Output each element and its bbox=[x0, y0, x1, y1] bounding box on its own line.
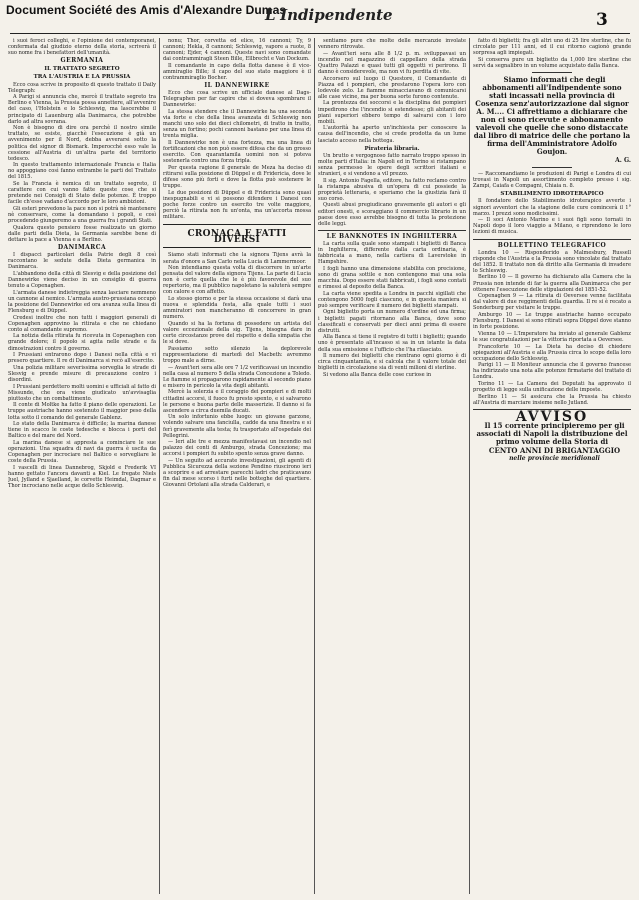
paragraph: Passiamo sotto silenzio la deplorevole rappresentazione di martedì del Macbeth: avremmo troppo male a dirne. bbox=[163, 345, 311, 364]
avviso-text: Il 15 corrente principieremo per gli associati di Napoli la distribuzione del primo volume della Storia di bbox=[476, 421, 628, 447]
paragraph: Accorsero sul luogo il Questore, il Comandante di Piazza ed i pompieri, che prestarono l'opera loro con lodevole zelo. Le fiamme minacciavano di comunicarsi alle case vicine, ma per buona sorte furono contenute. bbox=[318, 75, 466, 100]
paragraph: Ogni biglietto porta un numero d'ordine ed una firma; i biglietti pagati ritornano alla Banca, dove sono classificati e conservati per dieci anni prima di essere distrutti. bbox=[318, 309, 466, 334]
newspaper-masthead: L'Indipendente bbox=[265, 6, 393, 24]
column-divider bbox=[159, 38, 160, 894]
paragraph: — Raccomandiamo le produzioni di Parigi e Londra di cui trovasi in Napoli un assortimento completo presso i sig. Zampi, Caiafa e Compagni, Chiaia n. 8. bbox=[473, 171, 631, 190]
paragraph: Copenaghen 9 — La ritirata di Oeversee venne facilitata dal valore di due reggimenti della guardia. Il re si è recato a Sonderburg per visitare le truppe. bbox=[473, 293, 631, 312]
page-number: 3 bbox=[596, 10, 608, 30]
paragraph: Lo stesso giorno e per la stessa occasione si darà una nuova e splendida festa, alla quale tutti i suoi ammiratori non mancheranno di concorrere in gran numero. bbox=[163, 296, 311, 321]
paragraph: Vienna 10 — L'Imperatore ha inviato al generale Gablenz le sue congratulazioni per la vittoria riportata a Oeversee. bbox=[473, 330, 631, 343]
paragraph: sentiamo pure che molte delle mercanzie involate vennero ritrovate. bbox=[318, 38, 466, 51]
divider bbox=[532, 167, 572, 168]
paragraph: Parigi 11 — Il Moniteur annuncia che il governo francese ha indirizzato una nota alle potenze firmatarie del trattato di Londra. bbox=[473, 362, 631, 381]
paragraph: Si conserva pure un biglietto da 1,000 lire sterline che servì da segnalibro in un volume acquistato dalla Banca. bbox=[473, 56, 631, 69]
paragraph: — Ieri alle tre e mezza manifestavasi un incendio nel palazzo dei conti di Amburgo, strada Concezione; ma accorsi i pompieri fu subito spento senza grave danno. bbox=[163, 439, 311, 458]
paragraph: — Avant'ieri sera alle ore 7 1/2 verificavasi un incendio nella casa al numero 5 della strada Concezione a Toledo. Le fiamme si propagarono rapidamente al secondo piano e misero in pericolo la vita degli abitanti. bbox=[163, 364, 311, 389]
article-title-pirateria: Pirateria libraria. bbox=[364, 145, 420, 152]
paragraph: Londra 10 — Risponderido a Malmesbury, Russell risponde che l'Austria e la Prussia sono vincolate dal trattato del 1852. Il trattato non dà diritto alla Germania di invadere lo Schleswig. bbox=[473, 249, 631, 274]
section-heading-bollettino: BOLLETTINO TELEGRAFICO bbox=[497, 241, 607, 249]
divider bbox=[473, 239, 631, 240]
paragraph: La prontezza dei soccorsi e la disciplina dei pompieri impedirono che l'incendio si estendesse; gli abitanti dei piani superiori ebbero tempo di salvarsi con i loro mobili. bbox=[318, 100, 466, 125]
section-heading-dannewirke: IL DANNEWIRKE bbox=[204, 82, 270, 90]
avviso-tail: nelle provincie meridionali bbox=[509, 455, 600, 463]
paragraph: A Parigi si annuncia che, mercè il trattato segreto tra Berlino e Vienna, la Prussia possa annettere, all'avvenire del caso, l'Holstein e lo Schleswig, ma lascerebbe il principato di Lauenburg alla Danimarca, che potrebbe darlo ad altra sovrana. bbox=[8, 94, 156, 125]
paragraph: Francoforte 10 — La Dieta ha deciso di chiedere spiegazioni all'Austria e alla Prussia circa lo scopo della loro occupazione dello Schleswig. bbox=[473, 343, 631, 362]
paragraph: Mercè la solerzia e il coraggio dei pompieri e di molti cittadini accorsi, il fuoco fu presto spento, e si salvarono le persone e buona parte delle masserizie. Il danno si fa ascendere a circa duemila ducati. bbox=[163, 389, 311, 414]
paragraph: i suoi feroci colleghi, e l'opinione dei contemporanei, confermata dal giudizio eterno della storia, scriverà il suo nome fra i benefattori dell'umanità. bbox=[8, 38, 156, 57]
column-divider bbox=[469, 38, 470, 894]
paragraph: I fogli hanno una dimensione stabilita con precisione, sono di grana sottile e non contengono mai una sola macchia. Dopo essere stati fabbricati, i fogli sono contati e rimessi al deposito della Banca. bbox=[318, 265, 466, 291]
paragraph: Berlino 10 — Il governo ha dichiarato alla Camera che la Prussia non intende di far la guerra alla Danimarca che per ottenere l'esecuzione delle stipulazioni del 1851-52. bbox=[473, 274, 631, 293]
paragraph: Non intendiamo questa volta di discorrere in un'arte pensata del valore della signora Tijens. La parte di Lucia non è certo quella che le è più favorevole del suo repertorio, ma il pubblico napoletano la saluterà sempre con calore e con affetto. bbox=[163, 265, 311, 296]
paragraph: Credesi inoltre che non tutti i maggiori generali di Copenaghen approvino la ritirata e che ne chiedano conto al comandante supremo. bbox=[8, 314, 156, 333]
notice-signature: A. G. bbox=[615, 156, 631, 164]
paragraph: Gli esteri prevedono la pace non si potrà nè mantenere nè conservare, come la domandano i popoli, e così procedendo giungeremo a una guerra fra i grandi Stati. bbox=[8, 205, 156, 225]
paragraph: Non è bisogno di dire ora perchè il nostro simile trattato, se esiste, giacchè l'esecuzione è già un avvenimento per il Nord, debba avverarsi sotto la politica del signor di Bismark. Imperocchè esso vale la cessione all'Austria di un'altra parte del territorio tedesco. bbox=[8, 125, 156, 162]
paragraph: fatto di biglietti; fra gli altri uno di 25 lire sterline, che fu circolato per 111 anni, ed il cui ritorno cagionò grande sorpresa agli impiegati. bbox=[473, 38, 631, 57]
paragraph: La stessa stendere che il Dannewirke ha una seconda via forte e che della linea avanzata di Schleswig non manchi uno solo dei dieci chilometri, di tratto in tratto, senza un fortino; pochi cannoni bastano per una linea di trenta miglia. bbox=[163, 109, 311, 140]
paragraph: Per questa ragione il generale de Meza ha deciso di ritirarsi sulla posizione di Düppel e di Fridericia, dove le difese sono più forti e dove la flotta può sostenere le truppe. bbox=[163, 164, 311, 190]
paragraph: Amburgo 10 — Le truppe austriache hanno occupato Flensburg. I Danesi si sono ritirati sopra Düppel dove stanno in forte posizione. bbox=[473, 312, 631, 331]
paragraph: — Il soci Antonio Marino e i suoi figli sono tornati in Napoli dopo il loro viaggio a Milano, e riprendono le loro lezioni di musica. bbox=[473, 217, 631, 236]
paragraph: Le due posizioni di Düppel e di Fridericia sono quasi inespugnabili e vi si possono difendere i Danesi con poche forze contro un esercito tre volte maggiore, perciò la ritirata non fu un'onta, ma un'accorta mossa militare. bbox=[163, 189, 311, 221]
section-heading-germania: GERMANIA bbox=[60, 57, 104, 65]
column-2 bbox=[163, 38, 311, 894]
paragraph: La notizia della ritirata fu ricevuta in Copenaghen con grande dolore; il popolo si agita nelle strade e fa dimostrazioni contro il governo. bbox=[8, 333, 156, 352]
section-heading-banknotes: LE BANKNOTES IN INGHILTERRA bbox=[326, 232, 458, 240]
avviso-book-title: CENTO ANNI DI BRIGANTAGGIO bbox=[488, 445, 621, 455]
column-4 bbox=[473, 38, 631, 894]
paragraph: L'armata danese indietreggia senza lasciare nemmeno un cannone al nemico. L'armata austro-prussiana occupò la posizione del Dannewirke ed ora avanza sulla linea di Flensburg e di Düppel. bbox=[8, 289, 156, 314]
paragraph: nonu; Thor, corvetta ed elice, 16 cannoni; Ty, 9 cannoni; Hekla, 8 cannoni; Schleswig, vapore a ruote, 8 cannoni; Ejder, 4 cannoni. Queste navi sono comandate dai contrammiragli Steen Bille, Ellbrecht e Van Dockum. bbox=[163, 38, 311, 63]
paragraph: Ecco che cosa scrive un ufficiale danese al Dags-Telegraphen per far capire che si doveva sgombrare il Dannewirke: bbox=[163, 90, 311, 109]
column-3 bbox=[318, 38, 466, 894]
article-title-stabilimento: STABILIMENTO IDROTERAPICO bbox=[500, 191, 604, 198]
paragraph: La carta sulla quale sono stampati i biglietti di Banca in Inghilterra, differente dalla carta ordinaria, è fabbricata a mano, nella cartiera di Laverstoke in Hampshire. bbox=[318, 240, 466, 266]
paragraph: I dispacci particolari della Patrie degli 8 così raccontano le sedute della Dieta germanica in Danimarca. bbox=[8, 252, 156, 271]
paragraph: I vascelli di linea Dannebrog, Skjold e Frederik VI hanno gettato l'ancora davanti a Kiel. Le fregate Niels Juel, Jylland e Sjaelland, le corvette Heimdal, Dagmar e Thor incrociano nelle acque dello Schleswig. bbox=[8, 464, 156, 490]
source-watermark: Document Société des Amis d'Alexandre Dumas bbox=[6, 3, 287, 17]
paragraph: Il conte di Moltke ha fatto il piano delle operazioni. Le truppe austriache hanno sostenuto il maggior peso della lotta sotto il comando del generale Gablenz. bbox=[8, 402, 156, 421]
divider bbox=[318, 230, 466, 231]
paragraph: La marina danese si appresta a cominciare le sue operazioni. Una squadra di navi da guerra è uscita da Copenaghen per incrociare nel Baltico e sorvegliare le coste della Prussia. bbox=[8, 439, 156, 465]
paragraph: Siamo stati informati che la signora Tijens avrà la serata d'onore a San Carlo nella Lucia di Lammermoor. bbox=[163, 252, 311, 265]
paragraph: I Prussiani entrarono dopo i Danesi nella città e vi presero quartiere. Il re di Danimarca si recò all'esercito. bbox=[8, 352, 156, 365]
paragraph: Il comandante in capo della flotta danese è il vice-ammiraglio Bille; il capo del suo stato maggiore è il contrammiraglio Bocher. bbox=[163, 62, 311, 82]
avviso-title: AVVISO bbox=[515, 408, 589, 425]
column-divider bbox=[314, 38, 315, 894]
paragraph: L'autorità ha aperto un'inchiesta per conoscere la causa dell'incendio, che si crede prodotta da un lume lasciato acceso nella bottega. bbox=[318, 125, 466, 144]
subscription-notice: Siamo informati che degli abbonamenti all'Indipendente sono stati incassati nella provincia di Cosenza senz'autorizzazione dal signor A. M.... Ci affrettiamo a dichiarare che non ci sono ricevute e abbonamento valevoli che quelle che sono distaccate dal libro di matrice delle che portano la firma dell'Amministratore Adolfo Goujon. bbox=[473, 74, 631, 156]
paragraph: Lo stato della Danimarca è difficile; la marina danese tiene in scacco le coste tedesche e blocca i porti del Baltico e del mare del Nord. bbox=[8, 421, 156, 440]
paragraph: Una polizia militare severissima sorveglia le strade di Slesvig e prende misure di precauzione contro i disordini. bbox=[8, 364, 156, 383]
paragraph: La carta viene spedita a Londra in pacchi sigillati che contengono 5000 fogli ciascuno, e in questa maniera si può sempre verificare il numero dei biglietti stampati. bbox=[318, 290, 466, 309]
paragraph: Berlino 11 — Si assicura che la Prussia ha chiesto all'Austria di marciare insieme nello Jutland. bbox=[473, 393, 631, 406]
column-1 bbox=[8, 38, 156, 894]
article-subtitle: TRA L'AUSTRIA E LA PRUSSIA bbox=[33, 74, 131, 81]
paragraph: Alla Banca si tiene il registro di tutti i biglietti; quando uno è presentato all'incasso si sa in un istante la data della sua emissione e l'ufficio che l'ha rilasciato. bbox=[318, 334, 466, 353]
paragraph: Un brutto e vergognoso fatto narrato troppo spesso in molte parti d'Italia: in Napoli ed in Torino si ristampano senza permesso le opere degli scrittori italiani e stranieri, e si vendono a vil prezzo. bbox=[318, 152, 466, 177]
paragraph: Si vedono alla Banca delle cose curiose in bbox=[323, 371, 432, 378]
paragraph: I Prussiani perdettero molti uomini e ufficiali al fatto di Missunde, che ora viene giudicato un'avvisaglia piuttosto che un combattimento. bbox=[8, 383, 156, 402]
paragraph: Il sig. Antonio Fagella, editore, ha fatto reclamo contro la ristampa abusiva di un'opera di cui possiede la proprietà letteraria, e speriamo che la giustizia farà il suo corso. bbox=[318, 177, 466, 202]
section-heading-danimarca: DANIMARCA bbox=[57, 244, 107, 251]
paragraph: L'abbandono della città di Slesvig e della posizione del Dannewirke viene deciso in un consiglio di guerra tenuto a Copenaghen. bbox=[8, 270, 156, 290]
paragraph: Se la Francia è nemica di un trattato segreto, il carattere con cui vanno fatte queste cose che si pretende nei Consigli di Stato delle potenze. È troppo facile ch'esse vadano d'accordo per le loro ambizioni. bbox=[8, 181, 156, 206]
paragraph: Quando si ha la fortuna di possedere un artista del valore eccezionale della sig. Tijens, bisogna dare in certe circostanze prove del rispetto e della simpatia che le si deve. bbox=[163, 320, 311, 346]
paragraph: — Avant'ieri sera alle 8 1/2 p. m. sviluppavasi un incendio nel magazzino di cappellaro della strada Quattro Palazzi e quasi tutti gli oggetti vi perirono. Il danno è considerevole, ma non vi fu perdita di vite. bbox=[318, 50, 466, 75]
paragraph: — Un seguito ad accurate investigazioni, gli agenti di Pubblica Sicurezza della sezione Pendino riuscirono ieri a scoprire e ad arrestare parecchi ladri che praticavano fin dal mese scorso i furti nelle botteghe del quartiere. Giovanni Ortolani alla strada Calderari, e bbox=[163, 458, 311, 489]
paragraph: Qualora questo pensiero fosse realizzato un giorno dalle parti della Dieta, la Germania sarebbe bene di dettare la pace a Vienna e a Berlino. bbox=[8, 224, 156, 243]
section-box bbox=[163, 224, 311, 248]
paragraph: Torino 11 — La Camera dei Deputati ha approvato il progetto di legge sulla unificazione delle imposte. bbox=[473, 381, 631, 394]
paragraph: Il fondatore dello Stabilimento idroterapico avverte i signori avventori che la stagione delle cure comincerà il 1° marzo. I prezzi sono modicissimi. bbox=[473, 198, 631, 217]
article-title-trattato: IL TRATTATO SEGRETO bbox=[44, 66, 120, 73]
paragraph: Questi abusi pregiudicano gravemente gli autori e gli editori onesti, e scoraggiano il commercio librario in un paese dove esso avrebbe bisogno di tutta la protezione delle leggi. bbox=[318, 202, 466, 227]
divider bbox=[532, 72, 572, 73]
paragraph: Il Dannewirke non è una fortezza, ma una linea di fortificazioni che non può essere difesa che da un grosso esercito. Con quarantamila uomini non si poteva sostenerla contro una forza tripla. bbox=[163, 140, 311, 165]
paragraph: In questo trattamento internazionale Francia e Italia no appoggiano così fanno entrambe le parti del Trattato del 1815. bbox=[8, 162, 156, 181]
header-rule bbox=[10, 33, 630, 34]
paragraph: Il numero dei biglietti che rientrano ogni giorno è di circa cinquantamila, e si calcola che il valore totale dei biglietti in circolazione sia di venti milioni di sterline. bbox=[318, 353, 466, 372]
paragraph: Ecco cosa scrive in proposito di questo trattato il Daily Telegraph: bbox=[8, 81, 156, 94]
paragraph: Un solo infortunio ebbe luogo: un giovane garzone, volendo salvare una fanciulla, cadde da una finestra e si ferì gravemente alla testa; fu trasportato all'ospedale dei Pellegrini. bbox=[163, 414, 311, 439]
section-heading-cronaca: CRONACA E FATTI DIVERSI bbox=[187, 229, 287, 246]
page-header bbox=[0, 0, 639, 30]
